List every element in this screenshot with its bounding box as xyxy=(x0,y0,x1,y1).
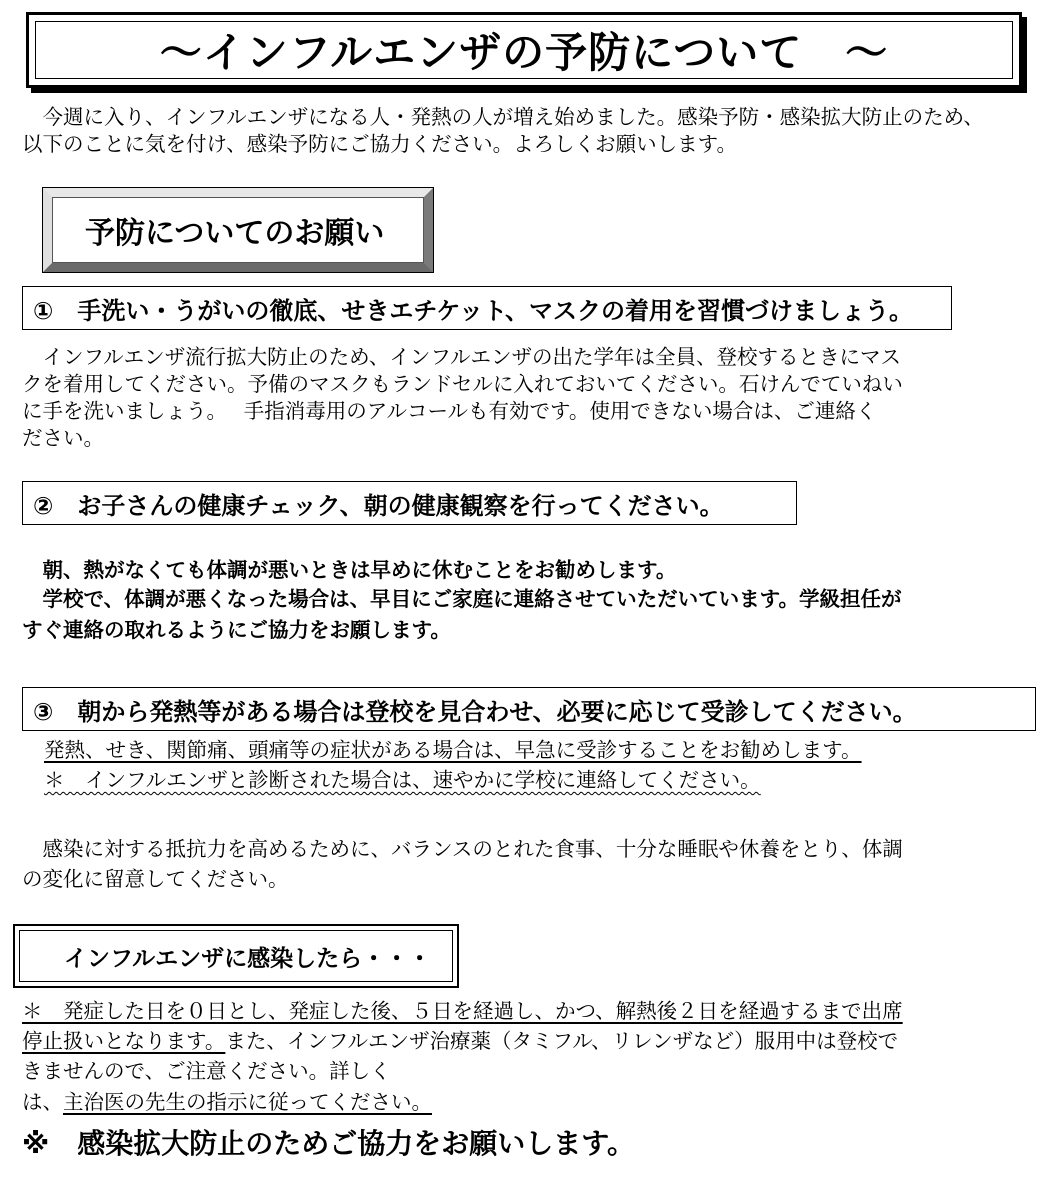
prevention-heading-frame xyxy=(43,188,433,272)
item1-heading: ① 手洗い・うがいの徹底、せきエチケット、マスクの着用を習慣づけましょう。 xyxy=(33,296,913,325)
item2-line-1: 朝、熱がなくても体調が悪いときは早めに休むことをお勧めします。 xyxy=(22,558,677,582)
item3-heading-box xyxy=(22,687,1036,731)
title-frame xyxy=(26,12,1022,88)
infected-line-2-underlined: 停止扱いとなります。 xyxy=(22,1029,226,1053)
intro-line-2: 以下のことに気を付け、感染予防にご協力ください。よろしくお願いします。 xyxy=(22,132,738,156)
infected-line-4-underlined: 主治医の先生の指示に従ってください。 xyxy=(63,1090,432,1114)
infected-heading-frame xyxy=(13,924,459,988)
title-inner-frame xyxy=(35,21,1013,79)
intro-line-1: 今週に入り、インフルエンザになる人・発熱の人が増え始めました。感染予防・感染拡大防止のため、 xyxy=(22,105,984,129)
item2-heading: ② お子さんの健康チェック、朝の健康観察を行ってください。 xyxy=(33,491,724,520)
infected-line-4-prefix: は、 xyxy=(22,1090,63,1114)
item1-line-4: ださい。 xyxy=(22,426,104,450)
prevention-heading-inner xyxy=(52,197,424,263)
infected-heading-inner xyxy=(19,930,453,982)
item1-line-2: クを着用してください。予備のマスクもランドセルに入れておいてください。石けんでていねい xyxy=(22,372,903,396)
item3-line-2: ＊ インフルエンザと診断された場合は、速やかに学校に連絡してください。 xyxy=(44,768,761,792)
infected-heading: インフルエンザに感染したら・・・ xyxy=(64,945,432,972)
resistance-line-1: 感染に対する抵抗力を高めるために、バランスのとれた食事、十分な睡眠や休養をとり、体調 xyxy=(22,837,903,861)
infected-line-1: ＊ 発症した日を０日とし、発症した後、５日を経過し、かつ、解熱後２日を経過するまで出席 xyxy=(22,999,903,1023)
closing-message: ※ 感染拡大防止のためご協力をお願いします。 xyxy=(22,1127,635,1160)
infected-line-3: きませんので、ご注意ください。詳しく xyxy=(22,1059,391,1083)
item2-heading-box xyxy=(22,481,797,525)
item3-line-1: 発熱、せき、関節痛、頭痛等の症状がある場合は、早急に受診することをお勧めします。 xyxy=(44,738,862,762)
page-title: ～インフルエンザの予防について ～ xyxy=(159,28,889,77)
prevention-heading: 予防についてのお願い xyxy=(85,216,385,251)
item3-heading: ③ 朝から発熱等がある場合は登校を見合わせ、必要に応じて受診してください。 xyxy=(33,697,917,726)
infected-line-2-rest: また、インフルエンザ治療薬（タミフル、リレンザなど）服用中は登校で xyxy=(225,1029,899,1053)
item2-line-3: すぐ連絡の取れるようにご協力をお願します。 xyxy=(22,618,451,642)
item1-heading-box xyxy=(22,286,952,330)
item1-line-1: インフルエンザ流行拡大防止のため、インフルエンザの出た学年は全員、登校するときにマス xyxy=(22,345,902,369)
resistance-line-2: の変化に留意してください。 xyxy=(22,867,289,891)
item2-line-2: 学校で、体調が悪くなった場合は、早目にご家庭に連絡させていただいています。学級担任が xyxy=(22,587,902,611)
item1-line-3: に手を洗いましょう。 手指消毒用のアルコールも有効です。使用できない場合は、ご連絡く xyxy=(22,399,877,423)
